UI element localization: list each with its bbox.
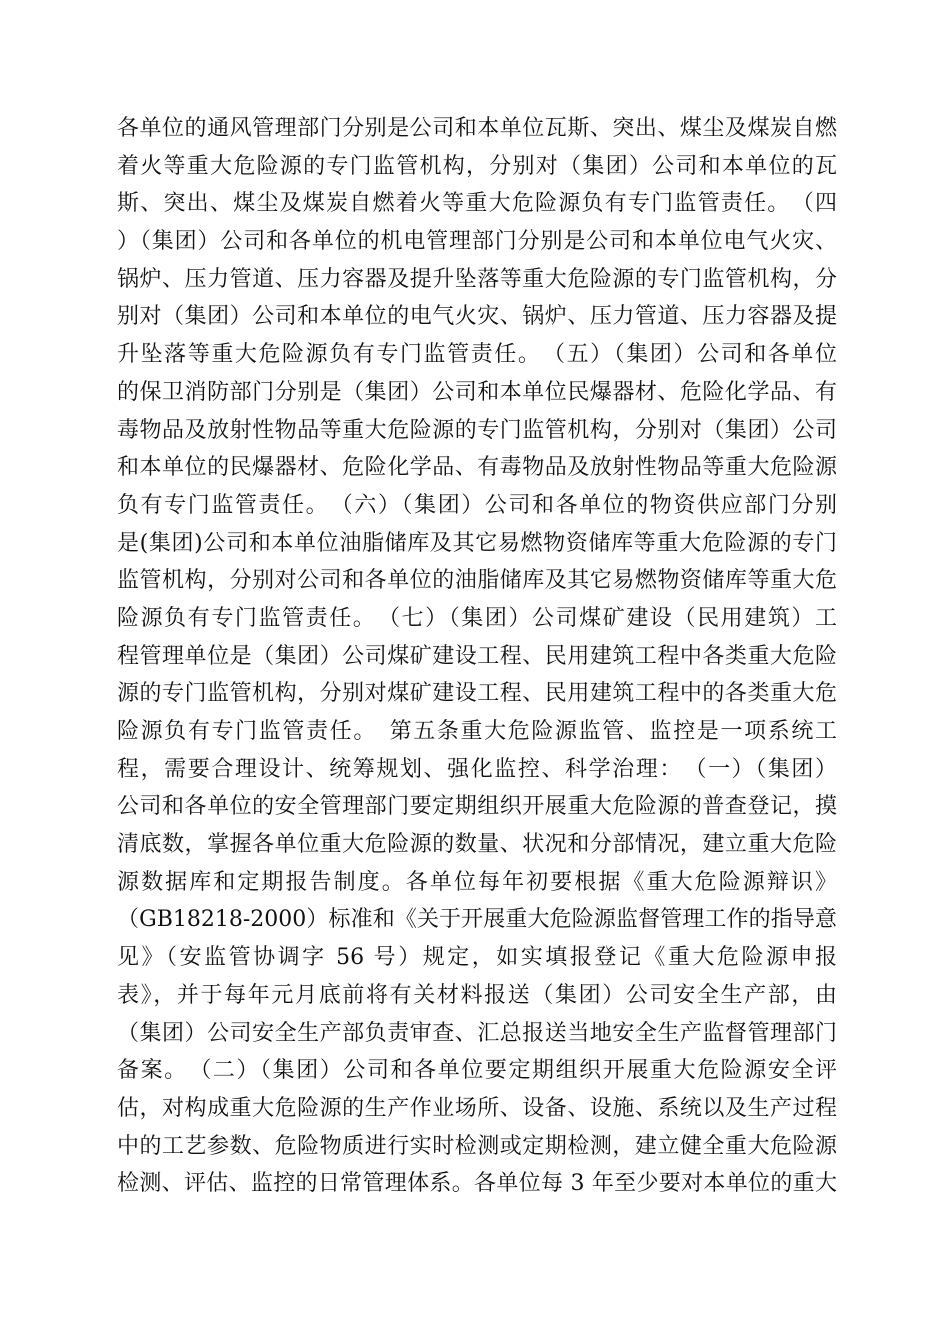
text-line: 斯、突出、煤尘及煤炭自燃着火等重大危险源负有专门监管责任。 （四 bbox=[117, 191, 837, 217]
text-line: 备案。 （二）（集团）公司和各单位要定期组织开展重大危险源安全评 bbox=[117, 1058, 837, 1084]
text-line: 着火等重大危险源的专门监管机构，分别对（集团）公司和本单位的瓦 bbox=[117, 153, 837, 179]
text-line: 是(集团)公司和本单位油脂储库及其它易燃物资储库等重大危险源的专门 bbox=[117, 530, 837, 556]
body-text bbox=[117, 110, 837, 1203]
text-line: 源的专门监管机构，分别对煤矿建设工程、民用建筑工程中的各类重大危 bbox=[117, 681, 837, 707]
text-line: 险源负有专门监管责任。 第五条重大危险源监管、监控是一项系统工 bbox=[117, 719, 837, 744]
text-line: 源数据库和定期报告制度。各单位每年初要根据《重大危险源辩识》 bbox=[117, 869, 837, 895]
text-line: 监管机构，分别对公司和各单位的油脂储库及其它易燃物资储库等重大危 bbox=[117, 568, 837, 594]
text-line: 险源负有专门监管责任。 （七）（集团）公司煤矿建设（民用建筑）工 bbox=[117, 605, 837, 631]
text-line: 别对（集团）公司和本单位的电气火灾、锅炉、压力管道、压力容器及提 bbox=[117, 304, 837, 330]
text-line: 升坠落等重大危险源负有专门监管责任。 （五）（集团）公司和各单位 bbox=[117, 342, 837, 368]
text-line: （集团）公司安全生产部负责审查、汇总报送当地安全生产监督管理部门 bbox=[117, 1020, 837, 1046]
text-line: 毒物品及放射性物品等重大危险源的专门监管机构，分别对（集团）公司 bbox=[117, 417, 837, 443]
text-line: 估，对构成重大危险源的生产作业场所、设备、设施、系统以及生产过程 bbox=[117, 1095, 837, 1121]
text-line: 见》（安监管协调字 56 号）规定，如实填报登记《重大危险源申报 bbox=[117, 945, 837, 971]
text-line: 各单位的通风管理部门分别是公司和本单位瓦斯、突出、煤尘及煤炭自燃 bbox=[117, 116, 837, 141]
text-line: 的保卫消防部门分别是（集团）公司和本单位民爆器材、危险化学品、有 bbox=[117, 379, 837, 405]
text-line: （GB18218-2000）标准和《关于开展重大危险源监督管理工作的指导意 bbox=[117, 907, 837, 933]
text-line: 程，需要合理设计、统筹规划、强化监控、科学治理： （一）（集团） bbox=[117, 756, 837, 782]
text-line: 清底数，掌握各单位重大危险源的数量、状况和分部情况，建立重大危险 bbox=[117, 832, 837, 858]
text-line: 和本单位的民爆器材、危险化学品、有毒物品及放射性物品等重大危险源 bbox=[117, 455, 837, 481]
text-line: 程管理单位是（集团）公司煤矿建设工程、民用建筑工程中各类重大危险 bbox=[117, 643, 837, 669]
text-line: 公司和各单位的安全管理部门要定期组织开展重大危险源的普查登记，摸 bbox=[117, 794, 837, 820]
text-line: 表》，并于每年元月底前将有关材料报送（集团）公司安全生产部，由 bbox=[117, 982, 837, 1008]
text-line: 检测、评估、监控的日常管理体系。各单位每 3 年至少要对本单位的重大 bbox=[117, 1171, 837, 1197]
text-line: ）（集团）公司和各单位的机电管理部门分别是公司和本单位电气火灾、 bbox=[117, 229, 837, 255]
text-line: 负有专门监管责任。 （六）（集团）公司和各单位的物资供应部门分别 bbox=[117, 492, 837, 518]
text-line: 中的工艺参数、危险物质进行实时检测或定期检测，建立健全重大危险源 bbox=[117, 1133, 837, 1159]
text-line: 锅炉、压力管道、压力容器及提升坠落等重大危险源的专门监管机构，分 bbox=[117, 266, 837, 292]
